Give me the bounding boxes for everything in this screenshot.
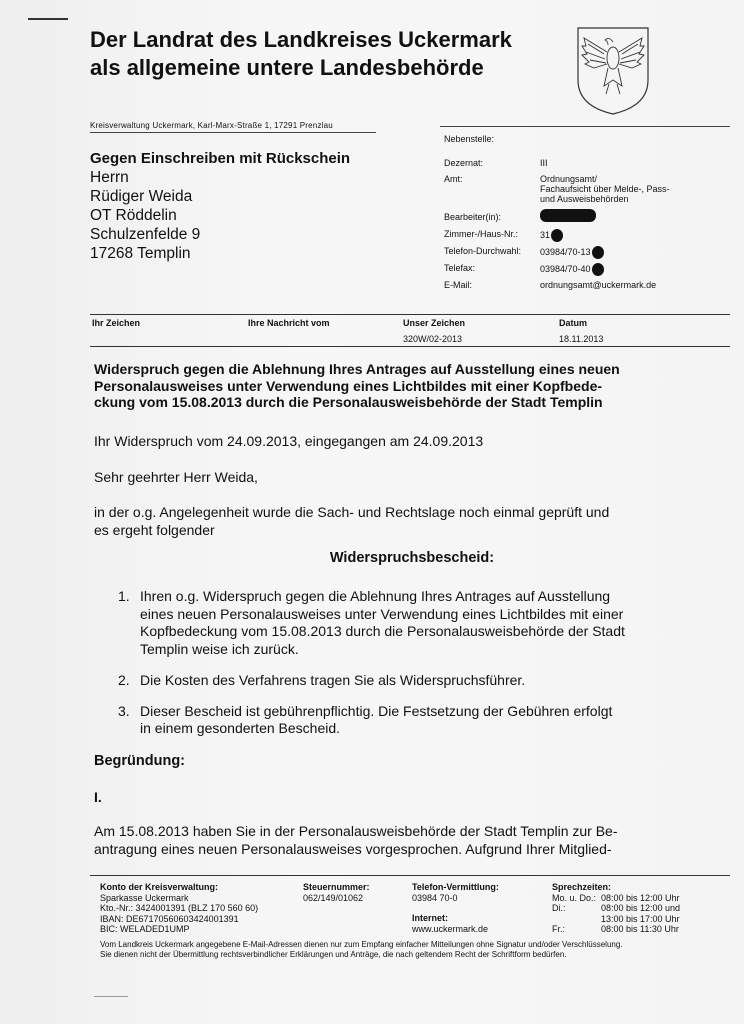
item-line: Die Kosten des Verfahrens tragen Sie als Widerspruchsführer. (140, 672, 526, 688)
address-line: 17268 Templin (90, 245, 191, 262)
letter-subject (94, 361, 730, 411)
redacted-name (540, 209, 596, 222)
telefax-value: 03984/70-40 (540, 263, 591, 274)
telefon-vermittlung-value: 03984 70-0 (412, 892, 458, 903)
konto-line: Kto.-Nr.: 3424001391 (BLZ 170 560 60) (100, 903, 259, 913)
subject-line: Personalausweises unter Verwendung eines Lichtbildes mit einer Kopfbede- (94, 377, 603, 394)
paragraph-line: antragung eines neuen Personalausweises vorgesprochen. Aufgrund Ihrer Mitglied- (94, 841, 612, 857)
address-line: Schulzenfelde 9 (90, 226, 201, 243)
paragraph-line: in der o.g. Angelegenheit wurde die Sach- und Rechtslage noch einmal geprüft und (94, 504, 610, 520)
salutation: Sehr geehrter Herr Weida, (94, 469, 258, 485)
fold-mark (94, 996, 128, 997)
divider (90, 875, 730, 876)
divider (90, 132, 376, 133)
unser-zeichen-label: Unser Zeichen (403, 318, 466, 328)
hours-time: 08:00 bis 12:00 und (601, 903, 681, 913)
decision-item (94, 672, 730, 690)
disclaimer-line: Vom Landkreis Uckermark angegebene E-Mail-Adressen dienen nur zum Empfang einfacher Mitteilungen ohne Signatur und/oder Verschlüsselung. (100, 940, 623, 949)
letterhead-title (90, 26, 512, 82)
redaction-mark (592, 263, 604, 276)
nebenstelle-label: Nebenstelle: (444, 134, 495, 144)
internet-label: Internet: (412, 913, 448, 923)
address-line: Herrn (90, 169, 129, 186)
item-line: in einem gesonderten Bescheid. (140, 720, 341, 736)
email-value: ordnungsamt@uckermark.de (540, 280, 657, 290)
hours-time: 08:00 bis 12:00 Uhr (601, 892, 680, 903)
title-line-1: Der Landrat des Landkreises Uckermark (90, 27, 512, 52)
title-line-2: als allgemeine untere Landesbehörde (90, 55, 484, 80)
item-line: Kopfbedeckung vom 15.08.2013 durch die Personalausweisbehörde der Stadt (140, 623, 625, 639)
item-number: 1. (118, 588, 130, 604)
amt-value-line: Fachaufsicht über Melde-, Pass- (540, 184, 670, 194)
unser-zeichen-value: 320W/02-2013 (403, 334, 463, 344)
item-number: 3. (118, 702, 130, 719)
redaction-mark (551, 229, 563, 242)
item-line: Templin weise ich zurück. (140, 640, 299, 657)
footer-phone (412, 882, 499, 934)
eagle-coat-of-arms-icon (574, 24, 652, 116)
footer-hours (552, 882, 732, 935)
divider (440, 126, 730, 127)
address-line: OT Röddelin (90, 207, 177, 224)
reasoning-heading: Begründung: (94, 753, 186, 769)
telefon-value: 03984/70-13 (540, 246, 591, 257)
internet-link[interactable]: www.uckermark.de (412, 923, 489, 934)
decision-item (94, 703, 730, 738)
amt-value (540, 174, 734, 204)
steuer-label: Steuernummer: (303, 882, 370, 892)
decision-list (94, 588, 730, 751)
email-label: E-Mail: (444, 280, 473, 290)
telefon-vermittlung-label: Telefon-Vermittlung: (412, 882, 499, 892)
amt-label: Amt: (444, 174, 463, 184)
hours-time: 13:00 bis 17:00 Uhr (601, 913, 680, 924)
zimmer-value: 31 (540, 229, 551, 240)
address-line: Rüdiger Weida (90, 188, 193, 205)
disclaimer-line: Sie dienen nicht der Übermittlung rechtsverbindlicher Erklärungen und Anträge, die nach geltendem Recht der Schriftform bedürfen. (100, 950, 567, 959)
fold-mark (28, 18, 68, 20)
footer-bank (100, 882, 258, 935)
sender-return-address: Kreisverwaltung Uckermark, Karl-Marx-Straße 1, 17291 Prenzlau (90, 121, 333, 130)
footer-tax (303, 882, 370, 903)
bearbeiter-label: Bearbeiter(in): (444, 212, 502, 222)
item-line: Ihren o.g. Widerspruch gegen die Ablehnung Ihres Antrages auf Ausstellung (140, 588, 611, 604)
amt-value-line: Ordnungsamt/ (540, 174, 598, 184)
telefon-label: Telefon-Durchwahl: (444, 246, 522, 256)
divider (90, 314, 730, 315)
divider (90, 346, 730, 347)
paragraph-line: es ergeht folgender (94, 522, 215, 538)
reference-line: Ihr Widerspruch vom 24.09.2013, eingegangen am 24.09.2013 (94, 433, 484, 449)
konto-line: IBAN: DE67170560603424001391 (100, 913, 239, 924)
reasoning-paragraph (94, 822, 730, 858)
amt-value-line: und Ausweisbehörden (540, 194, 629, 204)
konto-line: Sparkasse Uckermark (100, 892, 189, 903)
paragraph-line: Am 15.08.2013 haben Sie in der Personalausweisbehörde der Stadt Templin zur Be- (94, 823, 618, 839)
dezernat-value: III (540, 158, 548, 168)
item-number: 2. (118, 672, 130, 688)
ihr-zeichen-label: Ihr Zeichen (92, 318, 141, 328)
subject-line: ckung vom 15.08.2013 durch die Personalausweisbehörde der Stadt Templin (94, 394, 603, 410)
dezernat-label: Dezernat: (444, 158, 484, 168)
hours-day: Fr.: (552, 924, 565, 934)
delivery-method: Gegen Einschreiben mit Rückschein (90, 150, 351, 167)
telefax-label: Telefax: (444, 263, 476, 273)
contact-info-block (444, 134, 734, 295)
zimmer-label: Zimmer-/Haus-Nr.: (444, 229, 518, 239)
section-number: I. (94, 789, 102, 805)
hours-time: 08:00 bis 11:30 Uhr (601, 924, 679, 934)
ihre-nachricht-label: Ihre Nachricht vom (248, 318, 330, 328)
decision-item (94, 588, 730, 658)
item-line: eines neuen Personalausweises unter Verwendung eines Lichtbildes mit einer (140, 605, 624, 622)
redaction-mark (592, 246, 604, 259)
email-disclaimer (100, 940, 720, 960)
item-line: Dieser Bescheid ist gebührenpflichtig. Die Festsetzung der Gebühren erfolgt (140, 702, 613, 719)
hours-day: Di.: (552, 903, 566, 913)
konto-line: BIC: WELADED1UMP (100, 924, 190, 934)
konto-label: Konto der Kreisverwaltung: (100, 882, 219, 892)
subject-line: Widerspruch gegen die Ablehnung Ihres Antrages auf Ausstellung eines neuen (94, 361, 620, 377)
intro-paragraph (94, 503, 730, 539)
sprechzeiten-label: Sprechzeiten: (552, 882, 612, 892)
datum-value: 18.11.2013 (559, 334, 604, 344)
decision-heading: Widerspruchsbescheid: (329, 550, 495, 566)
datum-label: Datum (559, 318, 588, 328)
hours-day: Mo. u. Do.: (552, 892, 597, 903)
recipient-address (90, 168, 200, 263)
steuer-value: 062/149/01062 (303, 892, 364, 903)
